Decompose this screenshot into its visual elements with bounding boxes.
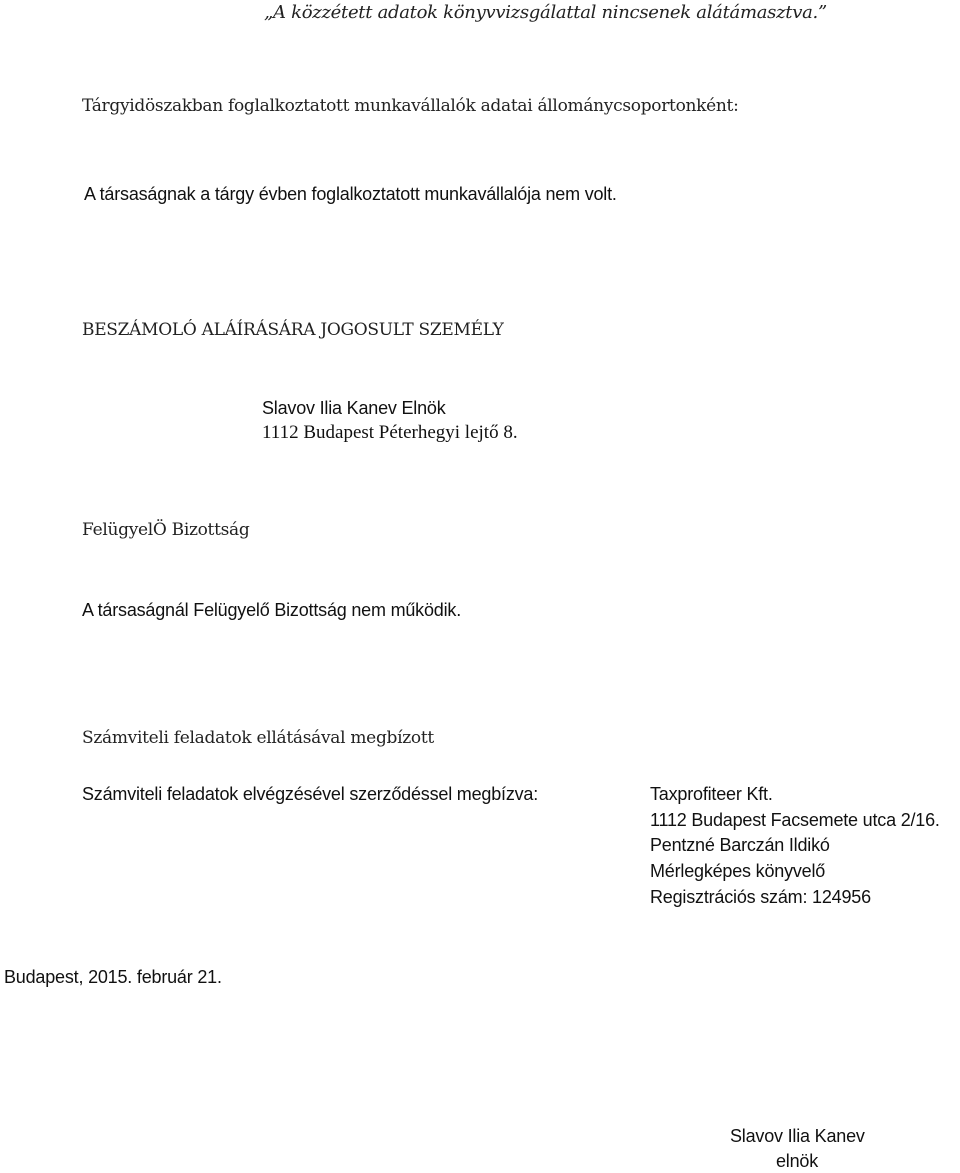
accountant-address: 1112 Budapest Facsemete utca 2/16. <box>650 810 940 830</box>
board-text: A társaságnál Felügyelő Bizottság nem működik. <box>82 600 462 620</box>
accounting-heading: Számviteli feladatok ellátásával megbízott <box>82 728 434 748</box>
employees-heading: Tárgyidöszakban foglalkoztatott munkavállalók adatai állománycsoportonként: <box>82 96 739 116</box>
accounting-label: Számviteli feladatok elvégzésével szerződéssel megbízva: <box>82 784 539 804</box>
accountant-person: Pentzné Barczán Ildikó <box>650 835 830 855</box>
audit-note: „A közzétett adatok könyvvizsgálattal nincsenek alátámasztva.” <box>264 2 827 23</box>
signatory-heading: BESZÁMOLÓ ALÁÍRÁSÁRA JOGOSULT SZEMÉLY <box>82 320 504 340</box>
accountant-title: Mérlegképes könyvelő <box>650 861 826 881</box>
accountant-registration: Regisztrációs szám: 124956 <box>650 887 871 907</box>
place-date: Budapest, 2015. február 21. <box>4 967 222 987</box>
signatory-name: Slavov Ilia Kanev Elnök <box>262 398 446 418</box>
signature-role: elnök <box>776 1151 819 1171</box>
employees-text: A társaságnak a tárgy évben foglalkoztatott munkavállalója nem volt. <box>84 184 617 204</box>
signature-name: Slavov Ilia Kanev <box>730 1126 865 1146</box>
board-heading: FelügyelÖ Bizottság <box>82 520 250 540</box>
signatory-address: 1112 Budapest Péterhegyi lejtő 8. <box>262 422 518 443</box>
accountant-company: Taxprofiteer Kft. <box>650 784 773 804</box>
